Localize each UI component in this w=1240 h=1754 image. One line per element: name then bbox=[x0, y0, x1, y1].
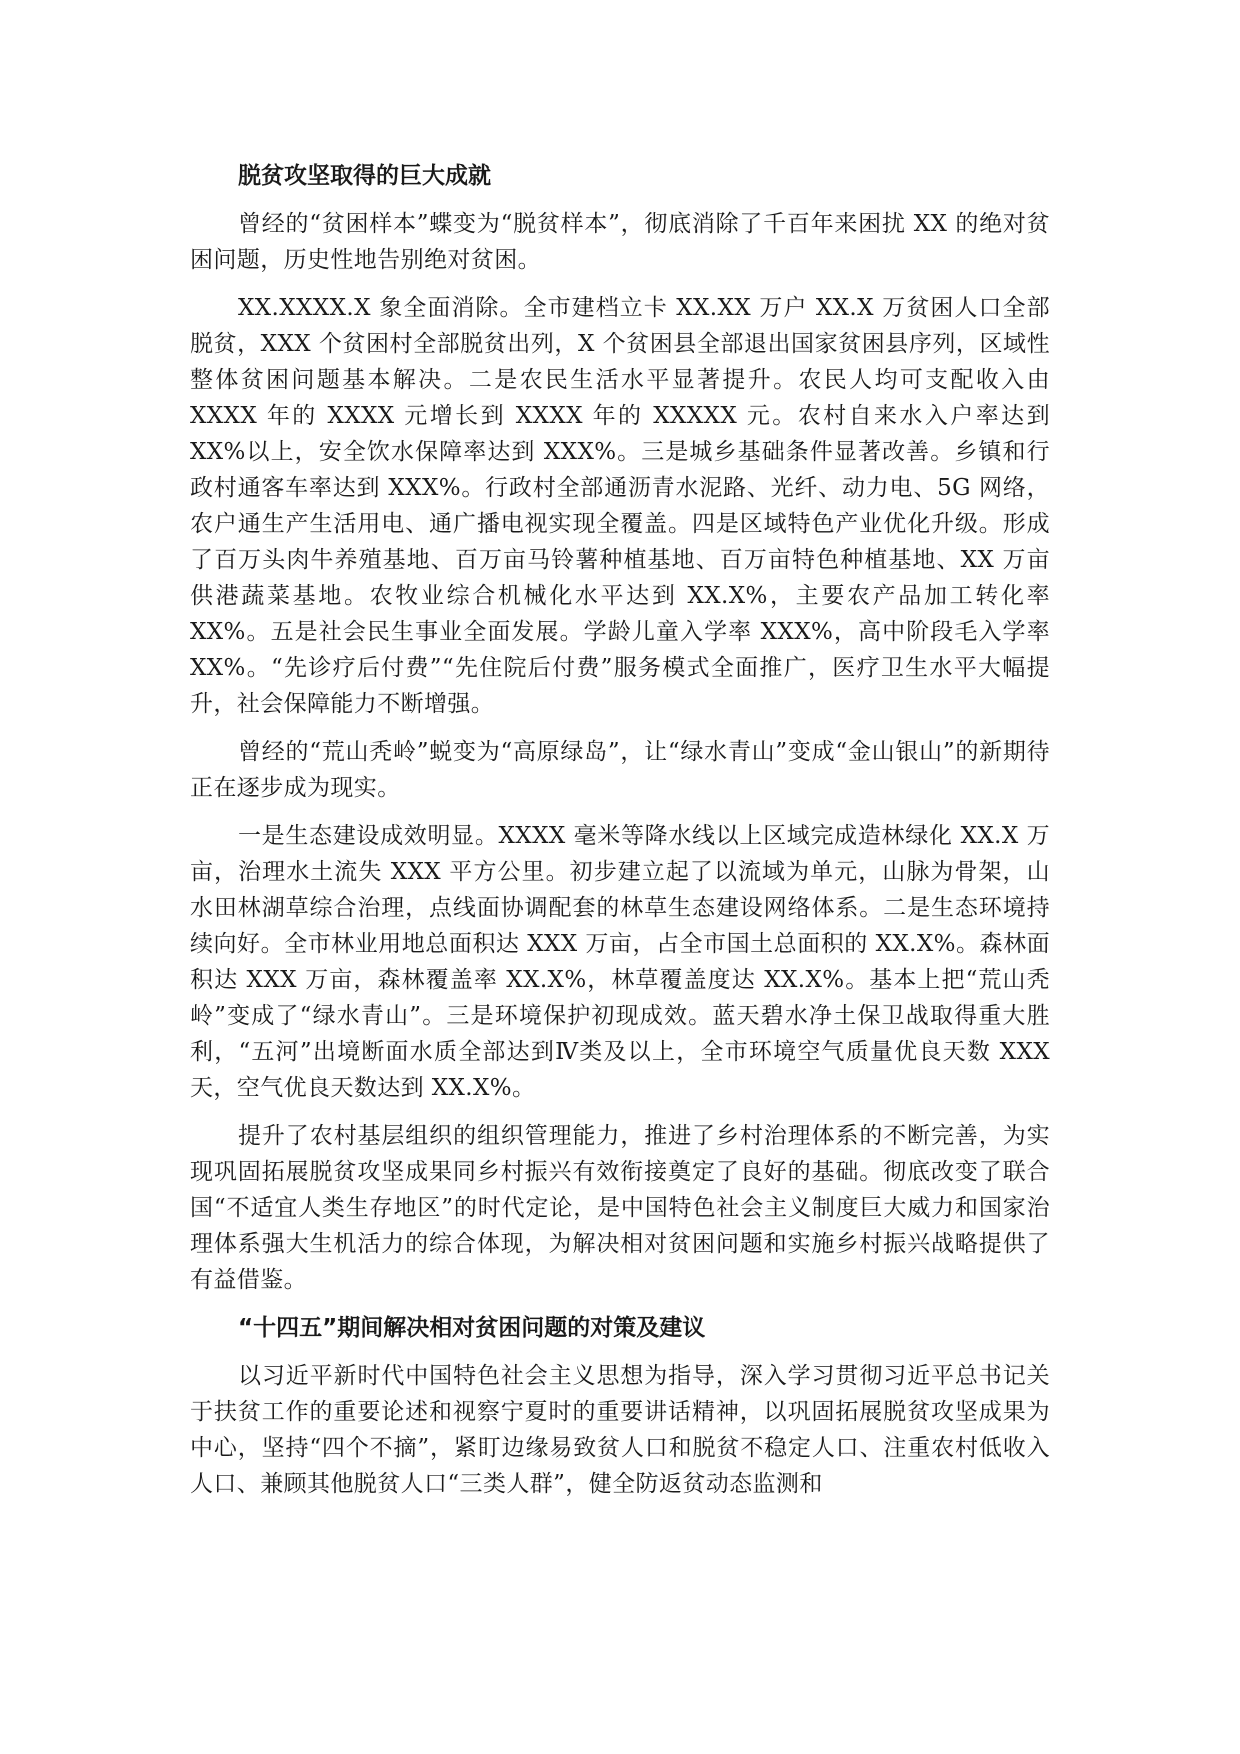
paragraph-governance: 提升了农村基层组织的组织管理能力，推进了乡村治理体系的不断完善，为实现巩固拓展脱贫攻坚成果同乡村振兴有效衔接奠定了良好的基础。彻底改变了联合国“不适宜人类生存地区”的时代定论，是中国特色社会主义制度巨大威力和国家治理体系强大生机活力的综合体现，为解决相对贫困问题和实施乡村振兴战略提供了有益借鉴。 bbox=[190, 1123, 1050, 1293]
paragraph-poverty-sample: 曾经的“贫困样本”蝶变为“脱贫样本”，彻底消除了千百年来困扰 XX 的绝对贫困问题，历史性地告别绝对贫困。 bbox=[190, 211, 1050, 273]
section-heading-achievements: 脱贫攻坚取得的巨大成就 bbox=[238, 163, 491, 189]
section-heading-countermeasures: “十四五”期间解决相对贫困问题的对策及建议 bbox=[238, 1315, 706, 1341]
document-body bbox=[190, 158, 1050, 1514]
paragraph-ecology: 一是生态建设成效明显。XXXX 毫米等降水线以上区域完成造林绿化 XX.X 万亩，治理水土流失 XXX 平方公里。初步建立起了以流域为单元，山脉为骨架，山水田林湖草综合治理，点线面协调配套的林草生态建设网络体系。二是生态环境持续向好。全市林业用地总面积达 XXX 万亩，占全市国土总面积的 XX.X%。森林面积达 XXX 万亩，森林覆盖率 XX.X%，林草覆盖度达 XX.X%。基本上把“荒山秃岭”变成了“绿水青山”。三是环境保护初现成效。蓝天碧水净土保卫战取得重大胜利，“五河”出境断面水质全部达到Ⅳ类及以上，全市环境空气质量优良天数 XXX 天，空气优良天数达到 XX.X%。 bbox=[190, 823, 1050, 1101]
paragraph-poverty-eliminated: XX.XXXX.X 象全面消除。全市建档立卡 XX.XX 万户 XX.X 万贫困人口全部脱贫，XXX 个贫困村全部脱贫出列，X 个贫困县全部退出国家贫困县序列，区域性整体贫困问题基本解决。二是农民生活水平显著提升。农民人均可支配收入由 XXXX 年的 XXXX 元增长到 XXXX 年的 XXXXX 元。农村自来水入户率达到 XX%以上，安全饮水保障率达到 XXX%。三是城乡基础条件显著改善。乡镇和行政村通客车率达到 XXX%。行政村全部通沥青水泥路、光纤、动力电、5G 网络，农户通生产生活用电、通广播电视实现全覆盖。四是区域特色产业优化升级。形成了百万头肉牛养殖基地、百万亩马铃薯种植基地、百万亩特色种植基地、XX 万亩供港蔬菜基地。农牧业综合机械化水平达到 XX.X%，主要农产品加工转化率 XX%。五是社会民生事业全面发展。学龄儿童入学率 XXX%，高中阶段毛入学率 XX%。“先诊疗后付费”“先住院后付费”服务模式全面推广，医疗卫生水平大幅提升，社会保障能力不断增强。 bbox=[190, 295, 1050, 717]
paragraph-green-island: 曾经的“荒山秃岭”蜕变为“高原绿岛”，让“绿水青山”变成“金山银山”的新期待正在逐步成为现实。 bbox=[190, 739, 1050, 801]
paragraph-guidance: 以习近平新时代中国特色社会主义思想为指导，深入学习贯彻习近平总书记关于扶贫工作的重要论述和视察宁夏时的重要讲话精神，以巩固拓展脱贫攻坚成果为中心，坚持“四个不摘”，紧盯边缘易致贫人口和脱贫不稳定人口、注重农村低收入人口、兼顾其他脱贫人口“三类人群”，健全防返贫动态监测和 bbox=[190, 1363, 1050, 1497]
